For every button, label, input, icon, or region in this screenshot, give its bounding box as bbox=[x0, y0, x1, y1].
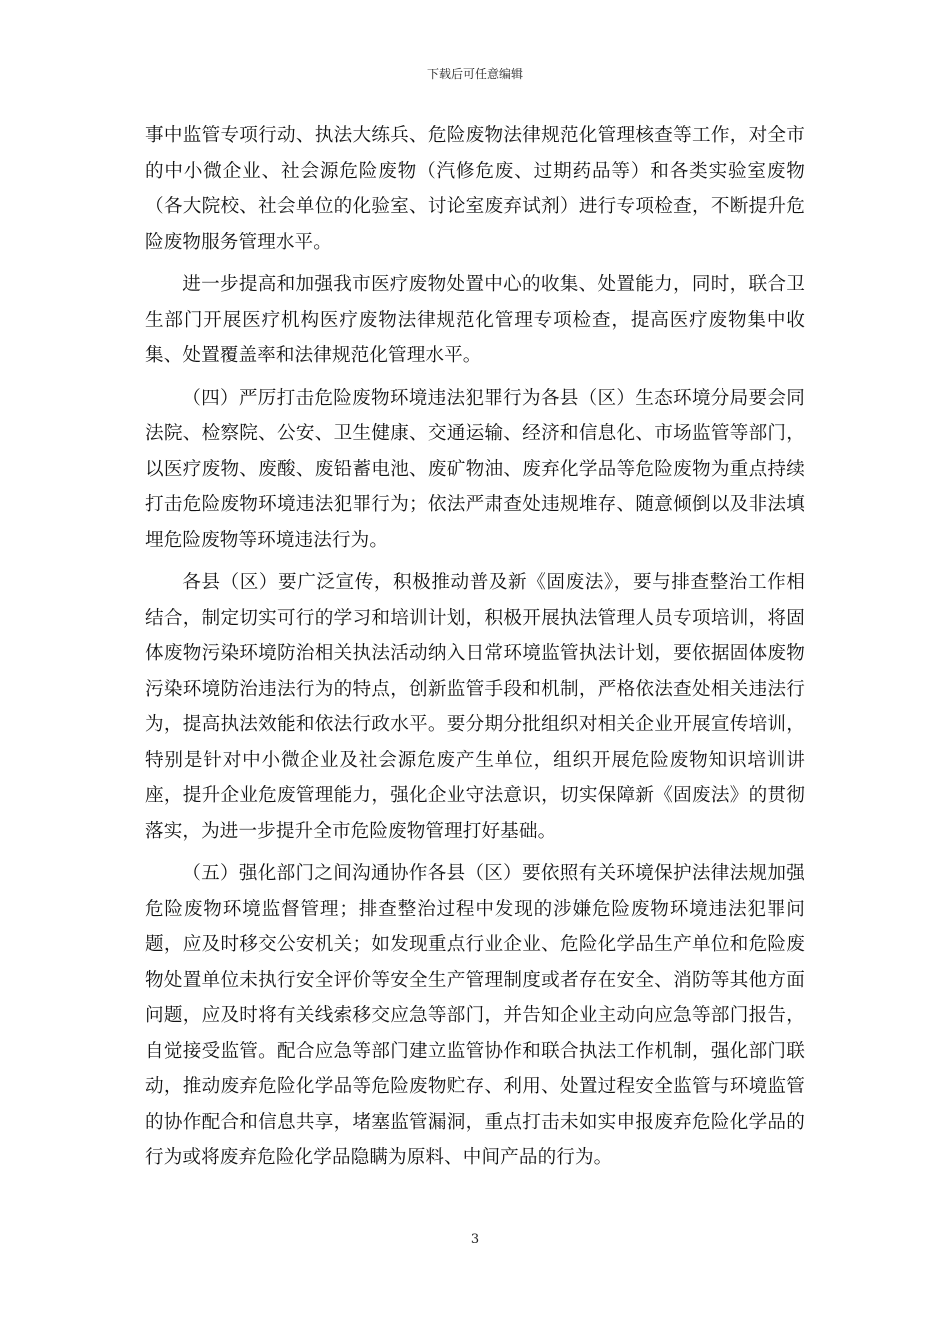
paragraph-2: 进一步提高和加强我市医疗废物处置中心的收集、处置能力，同时，联合卫生部门开展医疗机构医疗废物法律规范化管理专项检查，提高医疗废物集中收集、处置覆盖率和法律规范化管理水平。 bbox=[145, 274, 805, 366]
paragraph-4: 各县（区）要广泛宣传，积极推动普及新《固废法》，要与排查整治工作相结合，制定切实可行的学习和培训计划，积极开展执法管理人员专项培训，将固体废物污染环境防治相关执法活动纳入日常环境监管执法计划，要依据固体废物污染环境防治违法行为的特点，创新监管手段和机制，严格依法查处相关违法行为，提高执法效能和依法行政水平。要分期分批组织对相关企业开展宣传培训，特别是针对中小微企业及社会源危废产生单位，组织开展危险废物知识培训讲座，提升企业危废管理能力，强化企业守法意识，切实保障新《固废法》的贯彻落实，为进一步提升全市危险废物管理打好基础。 bbox=[145, 572, 805, 842]
paragraph-3: （四）严厉打击危险废物环境违法犯罪行为各县（区）生态环境分局要会同法院、检察院、公安、卫生健康、交通运输、经济和信息化、市场监管等部门，以医疗废物、废酸、废铅蓄电池、废矿物油、废弃化学品等危险废物为重点持续打击危险废物环境违法犯罪行为；依法严肃查处违规堆存、随意倾倒以及非法填埋危险废物等环境违法行为。 bbox=[145, 387, 805, 551]
paragraph-1: 事中监管专项行动、执法大练兵、危险废物法律规范化管理核查等工作，对全市的中小微企业、社会源危险废物（汽修危废、过期药品等）和各类实验室废物（各大院校、社会单位的化验室、讨论室废弃试剂）进行专项检查，不断提升危险废物服务管理水平。 bbox=[145, 125, 805, 253]
page-number: 3 bbox=[470, 1232, 480, 1247]
document-body bbox=[145, 118, 805, 1183]
paragraph-5: （五）强化部门之间沟通协作各县（区）要依照有关环境保护法律法规加强危险废物环境监督管理；排查整治过程中发现的涉嫌危险废物环境违法犯罪问题，应及时移交公安机关；如发现重点行业企业、危险化学品生产单位和危险废物处置单位未执行安全评价等安全生产管理制度或者存在安全、消防等其他方面问题，应及时将有关线索移交应急等部门，并告知企业主动向应急等部门报告，自觉接受监管。配合应急等部门建立监管协作和联合执法工作机制，强化部门联动，推动废弃危险化学品等危险废物贮存、利用、处置过程安全监管与环境监管的协作配合和信息共享，堵塞监管漏洞，重点打击未如实申报废弃危险化学品的行为或将废弃危险化学品隐瞒为原料、中间产品的行为。 bbox=[145, 863, 805, 1168]
page-header: 下载后可任意编辑 bbox=[426, 67, 523, 81]
